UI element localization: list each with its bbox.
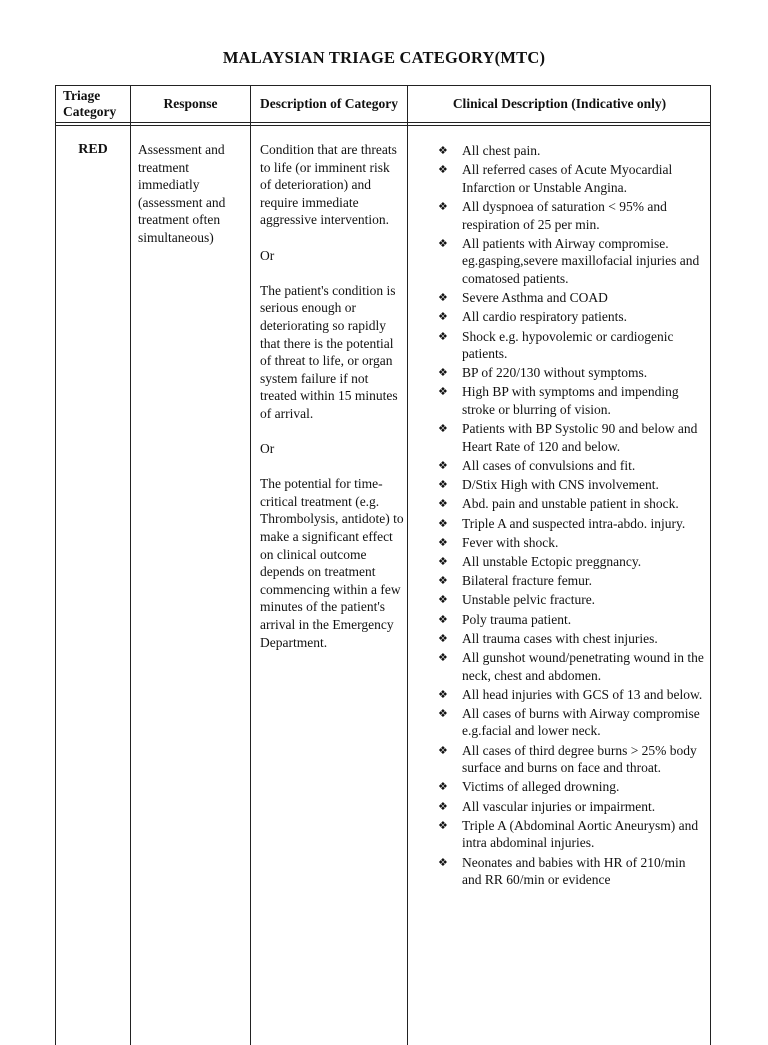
clinical-item-text: All gunshot wound/penetrating wound in the neck, chest and abdomen.	[462, 649, 704, 683]
diamond-bullet-icon: ❖	[438, 291, 448, 305]
clinical-item-text: Neonates and babies with HR of 210/min and RR 60/min or evidence	[462, 854, 686, 888]
clinical-item-text: All vascular injuries or impairment.	[462, 798, 656, 814]
clinical-list-item	[438, 383, 708, 418]
clinical-item-text: Shock e.g. hypovolemic or cardiogenic patients.	[462, 328, 674, 362]
clinical-item-text: High BP with symptoms and impending stroke or blurring of vision.	[462, 384, 679, 418]
clinical-item-text: All head injuries with GCS of 13 and below.	[462, 686, 703, 702]
clinical-item-text: All chest pain.	[462, 143, 541, 158]
clinical-list-item	[438, 142, 708, 160]
clinical-item-text: All cases of burns with Airway compromise e.g.facial and lower neck.	[462, 705, 700, 739]
clinical-list-item	[438, 476, 708, 494]
clinical-list	[438, 142, 708, 889]
clinical-list-item	[438, 572, 708, 590]
clinical-list-item	[438, 289, 708, 307]
response-text: Assessment and treatment immediatly (assessment and treatment often simultaneous)	[138, 142, 226, 245]
clinical-list-item	[438, 457, 708, 475]
clinical-list-item	[438, 420, 708, 455]
clinical-item-text: All referred cases of Acute Myocardial Infarction or Unstable Angina.	[462, 162, 673, 195]
clinical-list-item	[438, 161, 708, 196]
clinical-item-text: All cases of convulsions and fit.	[462, 458, 636, 474]
clinical-item-text: All unstable Ectopic preggnancy.	[462, 553, 642, 569]
clinical-item-text: Poly trauma patient.	[462, 611, 572, 627]
clinical-list-item	[438, 553, 708, 571]
clinical-list-item	[438, 778, 708, 796]
category-description	[260, 141, 404, 651]
description-paragraph: The patient's condition is serious enough or deteriorating so rapidly that there is the potential of threat to life, or organ system failure if not treated within 15 minutes of arrival.	[260, 282, 398, 421]
header-triage-category: Triage Category	[63, 88, 117, 119]
description-or: Or	[260, 247, 275, 263]
clinical-item-text: Patients with BP Systolic 90 and below and Heart Rate of 120 and below.	[462, 421, 698, 454]
diamond-bullet-icon: ❖	[438, 163, 448, 177]
diamond-bullet-icon: ❖	[438, 799, 448, 813]
column-divider	[130, 86, 131, 1045]
clinical-list-item	[438, 611, 708, 629]
column-divider	[407, 86, 408, 1045]
header-description: Description of Category	[260, 96, 398, 111]
clinical-item-text: BP of 220/130 without symptoms.	[462, 365, 648, 381]
diamond-bullet-icon: ❖	[438, 516, 448, 530]
header-divider	[56, 125, 710, 126]
diamond-bullet-icon: ❖	[438, 706, 448, 720]
clinical-item-text: All trauma cases with chest injuries.	[462, 630, 658, 646]
triage-table	[55, 85, 711, 1045]
document-title: MALAYSIAN TRIAGE CATEGORY(MTC)	[222, 48, 546, 67]
clinical-list-item	[438, 364, 708, 382]
clinical-item-text: All dyspnoea of saturation < 95% and respiration of 25 per min.	[462, 198, 667, 232]
clinical-list-item	[438, 817, 708, 852]
clinical-list-item	[438, 854, 708, 889]
clinical-list-item	[438, 705, 708, 740]
clinical-list-item	[438, 630, 708, 648]
clinical-description	[438, 142, 708, 890]
diamond-bullet-icon: ❖	[438, 366, 448, 380]
diamond-bullet-icon: ❖	[438, 385, 448, 399]
column-divider	[250, 86, 251, 1045]
header-divider	[56, 122, 710, 123]
clinical-list-item	[438, 495, 708, 513]
clinical-list-item	[438, 649, 708, 684]
diamond-bullet-icon: ❖	[438, 478, 448, 492]
clinical-list-item	[438, 308, 708, 326]
clinical-list-item	[438, 235, 708, 288]
clinical-item-text: Fever with shock.	[462, 534, 559, 550]
diamond-bullet-icon: ❖	[438, 310, 448, 324]
clinical-item-text: All patients with Airway compromise. eg.gasping,severe maxillofacial injuries and comatosed patients.	[462, 235, 700, 286]
diamond-bullet-icon: ❖	[438, 687, 448, 701]
clinical-list-item	[438, 591, 708, 609]
clinical-list-item	[438, 328, 708, 363]
clinical-item-text: Triple A (Abdominal Aortic Aneurysm) and intra abdominal injuries.	[462, 817, 699, 851]
diamond-bullet-icon: ❖	[438, 780, 448, 794]
clinical-item-text: D/Stix High with CNS involvement.	[462, 477, 659, 493]
clinical-item-text: Unstable pelvic fracture.	[462, 592, 596, 608]
clinical-item-text: Abd. pain and unstable patient in shock.	[462, 496, 679, 512]
clinical-list-item	[438, 534, 708, 552]
clinical-item-text: Triple A and suspected intra-abdo. injury.	[462, 515, 686, 531]
diamond-bullet-icon: ❖	[438, 612, 448, 626]
clinical-list-item	[438, 742, 708, 777]
clinical-list-item	[438, 515, 708, 533]
diamond-bullet-icon: ❖	[438, 199, 448, 213]
diamond-bullet-icon: ❖	[438, 459, 448, 473]
diamond-bullet-icon: ❖	[438, 329, 448, 343]
clinical-list-item	[438, 686, 708, 704]
clinical-list-item	[438, 798, 708, 816]
clinical-item-text: Bilateral fracture femur.	[462, 573, 593, 589]
diamond-bullet-icon: ❖	[438, 650, 448, 664]
diamond-bullet-icon: ❖	[438, 631, 448, 645]
description-paragraph: The potential for time-critical treatment (e.g. Thrombolysis, antidote) to make a significant effect on clinical outcome depends on treatment commencing within a few minutes of the patient's arrival in the Emergency Department.	[260, 476, 404, 650]
diamond-bullet-icon: ❖	[438, 554, 448, 568]
diamond-bullet-icon: ❖	[438, 422, 448, 436]
diamond-bullet-icon: ❖	[438, 743, 448, 757]
description-paragraph: Condition that are threats to life (or imminent risk of deterioration) and require immediate aggressive intervention.	[260, 142, 397, 228]
diamond-bullet-icon: ❖	[438, 593, 448, 607]
diamond-bullet-icon: ❖	[438, 497, 448, 511]
clinical-item-text: All cardio respiratory patients.	[462, 309, 627, 325]
diamond-bullet-icon: ❖	[438, 144, 448, 157]
diamond-bullet-icon: ❖	[438, 236, 448, 250]
header-response: Response	[163, 96, 218, 111]
header-clinical-description: Clinical Description (Indicative only)	[452, 96, 667, 111]
diamond-bullet-icon: ❖	[438, 574, 448, 588]
diamond-bullet-icon: ❖	[438, 535, 448, 549]
triage-category-red: RED	[78, 142, 108, 157]
clinical-list-item	[438, 198, 708, 233]
clinical-item-text: Victims of alleged drowning.	[462, 779, 620, 795]
diamond-bullet-icon: ❖	[438, 818, 448, 832]
diamond-bullet-icon: ❖	[438, 855, 448, 869]
clinical-item-text: All cases of third degree burns > 25% body surface and burns on face and throat.	[462, 742, 697, 776]
description-or: Or	[260, 441, 275, 457]
clinical-item-text: Severe Asthma and COAD	[462, 290, 608, 306]
